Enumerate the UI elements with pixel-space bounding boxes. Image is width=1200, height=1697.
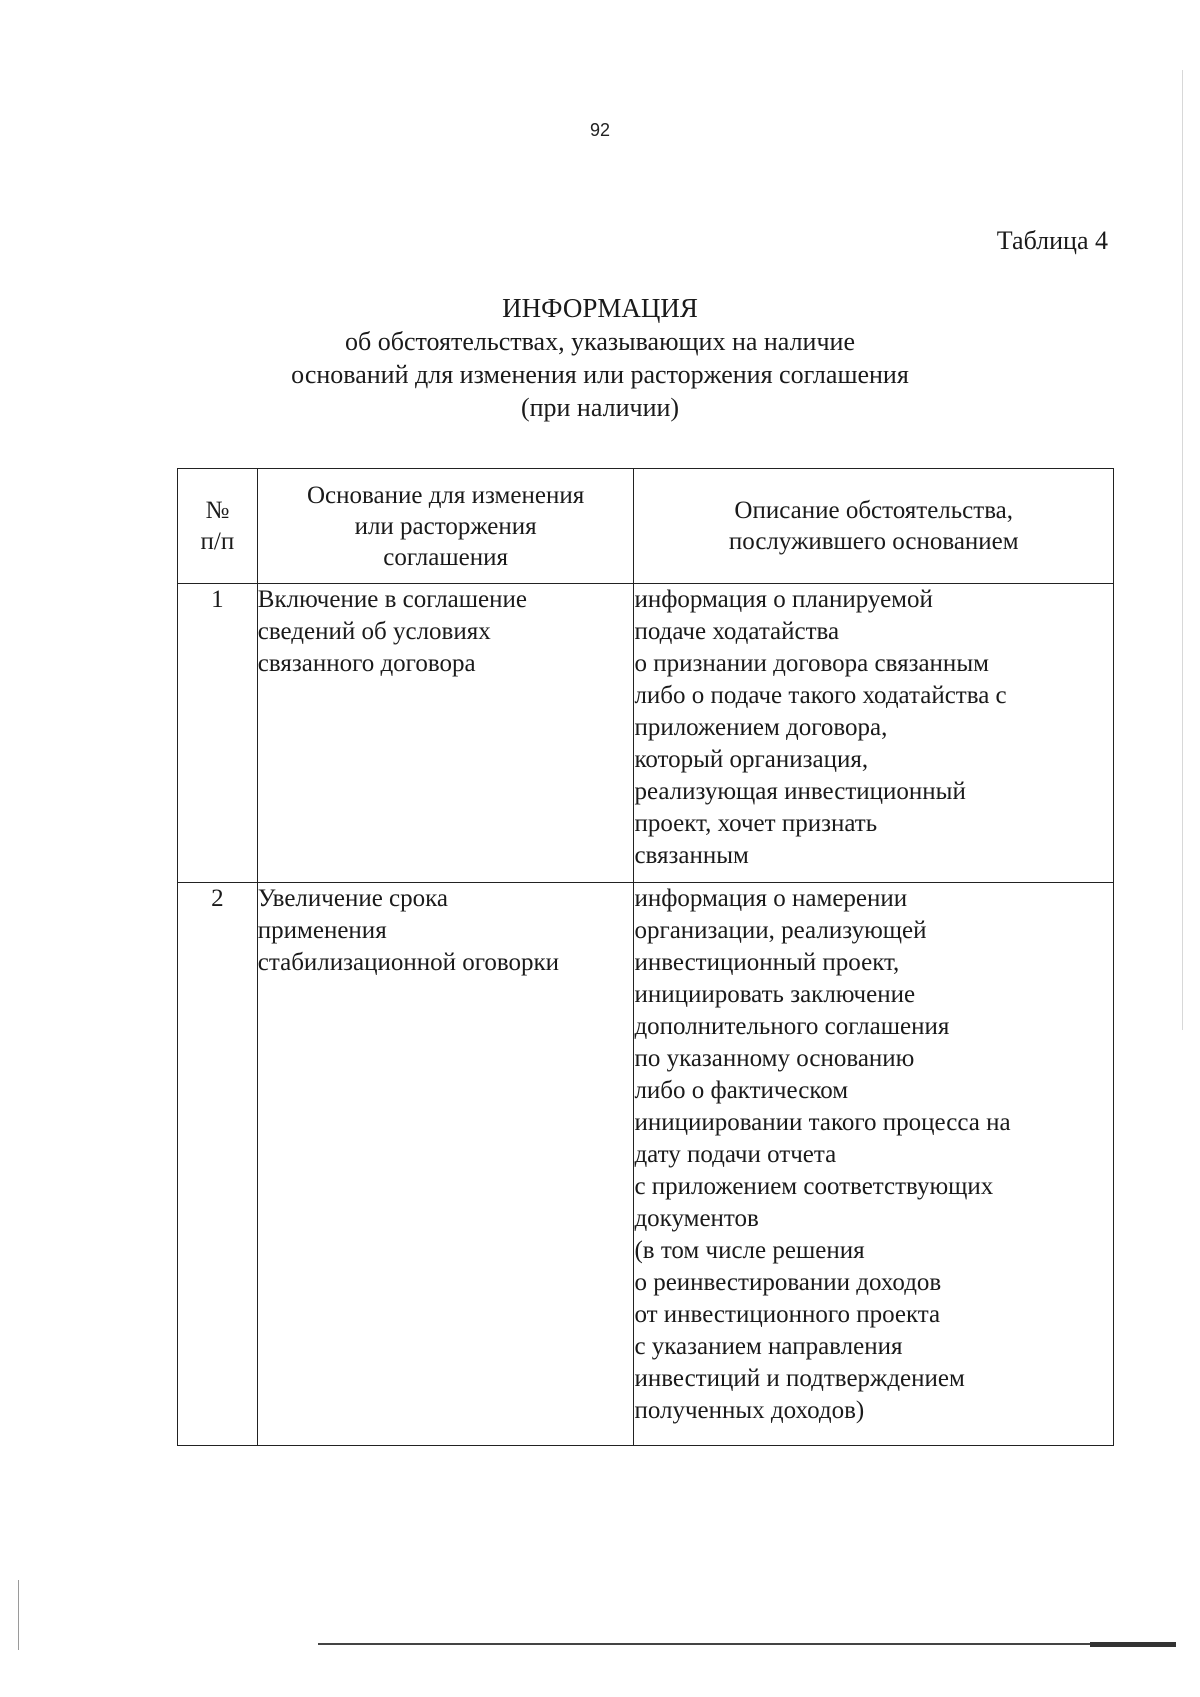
header-basis-line: или расторжения	[354, 512, 537, 540]
description-line: инициировать заключение	[634, 981, 916, 1008]
description-line: инвестиционный проект,	[634, 949, 900, 976]
description-line: который организация,	[634, 746, 869, 773]
description-line: инициировании такого процесса на	[634, 1109, 1011, 1136]
description-line: связанным	[634, 842, 749, 869]
basis-line: сведений об условиях	[257, 618, 491, 645]
header-number-line: №	[205, 497, 230, 524]
description-line: (в том числе решения	[634, 1237, 865, 1264]
scan-edge-line-left	[18, 1580, 19, 1650]
page-number: 92	[589, 120, 611, 140]
description-line: либо о подаче такого ходатайства с	[634, 682, 1007, 709]
description-line: либо о фактическом	[634, 1077, 849, 1104]
heading-line-1: об обстоятельствах, указывающих на наличие	[345, 327, 855, 356]
header-number-line: п/п	[200, 528, 235, 555]
basis-line: Включение в соглашение	[257, 586, 527, 613]
information-table	[177, 468, 1114, 1446]
description-line: информация о планируемой	[634, 586, 933, 613]
description-line: о признании договора связанным	[634, 650, 989, 677]
description-line: дополнительного соглашения	[634, 1013, 950, 1040]
description-line: документов	[634, 1205, 759, 1232]
basis-line: стабилизационной оговорки	[257, 949, 560, 976]
description-line: проект, хочет признать	[634, 810, 878, 837]
document-heading	[0, 292, 1200, 424]
header-description	[634, 469, 1114, 584]
description-line: информация о намерении	[634, 885, 908, 912]
row-basis	[257, 584, 634, 883]
scan-edge-line-right	[1182, 70, 1183, 1030]
description-line: реализующая инвестиционный	[634, 778, 966, 805]
description-line: о реинвестировании доходов	[634, 1269, 942, 1296]
description-line: с указанием направления	[634, 1333, 903, 1360]
description-line: полученных доходов)	[634, 1397, 865, 1424]
heading-line-2: оснований для изменения или расторжения соглашения	[291, 360, 909, 389]
table-header-row	[178, 469, 1114, 584]
description-line: инвестиций и подтверждением	[634, 1365, 965, 1392]
footer-rule-thick	[1090, 1642, 1176, 1647]
description-line: по указанному основанию	[634, 1045, 915, 1072]
row-description	[634, 883, 1114, 1446]
header-basis	[257, 469, 634, 584]
row-basis	[257, 883, 634, 1446]
table-label: Таблица 4	[996, 226, 1108, 255]
basis-line: применения	[257, 917, 387, 944]
description-line: приложением договора,	[634, 714, 888, 741]
basis-line: связанного договора	[257, 650, 476, 677]
table-row	[178, 883, 1114, 1446]
header-basis-line: соглашения	[383, 543, 508, 571]
header-basis-line: Основание для изменения	[307, 481, 585, 509]
heading-line-3: (при наличии)	[520, 393, 680, 422]
description-line: от инвестиционного проекта	[634, 1301, 941, 1328]
heading-title: ИНФОРМАЦИЯ	[502, 293, 698, 323]
table-row	[178, 584, 1114, 883]
description-line: подаче ходатайства	[634, 618, 840, 645]
header-description-line: Описание обстоятельства,	[734, 497, 1014, 524]
basis-line: Увеличение срока	[257, 885, 449, 912]
header-description-line: послужившего основанием	[728, 528, 1019, 555]
row-description	[634, 584, 1114, 883]
row-number: 1	[178, 584, 258, 883]
footer-rule	[318, 1643, 1176, 1645]
header-number	[178, 469, 258, 584]
description-line: дату подачи отчета	[634, 1141, 837, 1168]
description-line: организации, реализующей	[634, 917, 927, 944]
description-line: с приложением соответствующих	[634, 1173, 994, 1200]
row-number: 2	[178, 883, 258, 1446]
